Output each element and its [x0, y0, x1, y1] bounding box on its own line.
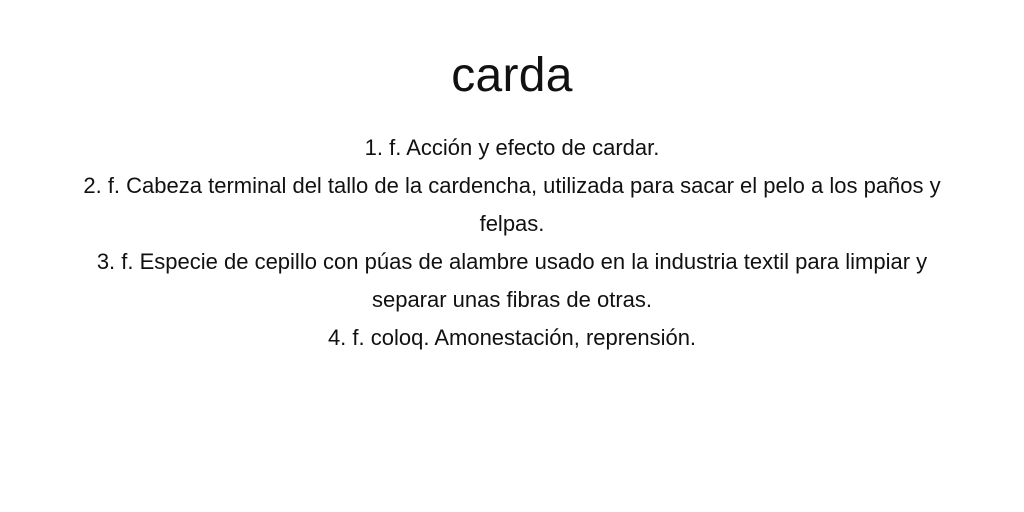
- definition-3: 3. f. Especie de cepillo con púas de alambre usado en la industria textil para limpiar y separar unas fibras de otras.: [96, 249, 928, 312]
- definition-4: 4. f. coloq. Amonestación, reprensión.: [327, 325, 697, 350]
- headword-title: carda: [451, 49, 573, 102]
- definition-list: [77, 129, 947, 357]
- definition-1: 1. f. Acción y efecto de cardar.: [364, 135, 660, 160]
- definition-2: 2. f. Cabeza terminal del tallo de la cardencha, utilizada para sacar el pelo a los paños y felpas.: [83, 173, 941, 236]
